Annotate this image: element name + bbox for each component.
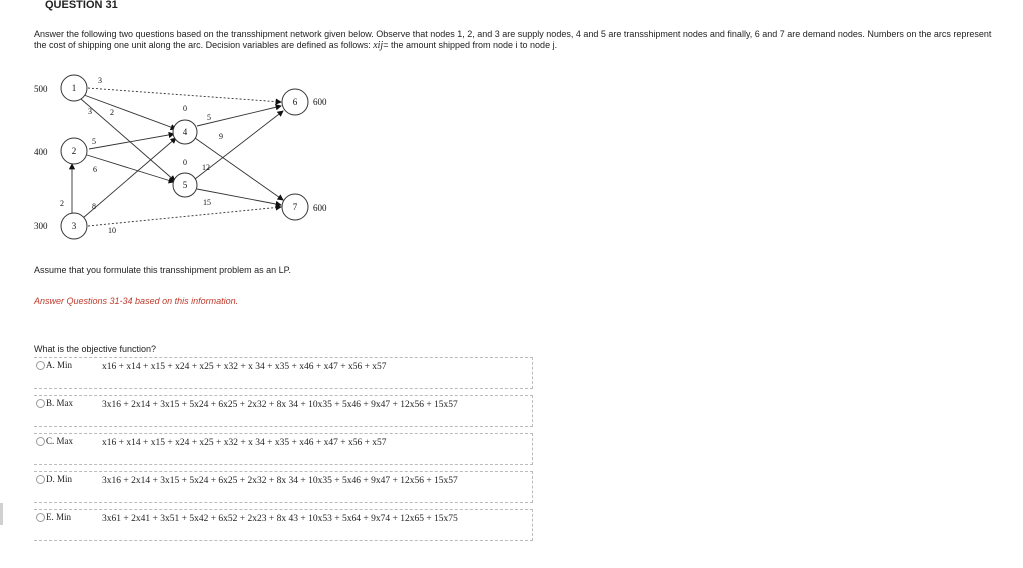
node-2-label: 2 <box>71 146 77 156</box>
cost-1-6: 3 <box>98 76 102 85</box>
question-title: QUESTION 31 <box>45 0 118 11</box>
option-d-label: D. Min <box>46 474 73 484</box>
decision-variable: xij <box>373 40 384 51</box>
option-d[interactable] <box>34 471 533 503</box>
option-e[interactable] <box>34 509 533 541</box>
option-e-radio[interactable] <box>36 513 45 522</box>
node-4-value: 0 <box>183 104 187 113</box>
cost-3-5: 10 <box>108 226 116 235</box>
option-c-expression: x16 + x14 + x15 + x24 + x25 + x32 + x 34 + x35 + x46 + x47 + x56 + x57 <box>102 438 387 448</box>
cost-1-4: 3 <box>88 107 92 116</box>
option-a-radio[interactable] <box>36 361 45 370</box>
option-c-radio[interactable] <box>36 437 45 446</box>
arc-1-6 <box>88 88 281 102</box>
intro-part1: Answer the following two questions based on the transshipment network given below. Observe that nodes 1, 2, and 3 are supply nodes, 4 and 5 are transshipment nodes and finally, 6 and 7 are demand nodes. Numbers on the arcs represent the cost of shipping one unit along the arc. Decision variables are defined as follows: <box>34 29 992 50</box>
option-d-expression: 3x16 + 2x14 + 3x15 + 5x24 + 6x25 + 2x32 + 8x 34 + 10x35 + 5x46 + 9x47 + 12x56 + 15x57 <box>102 476 458 486</box>
intro-text <box>34 29 994 51</box>
option-a-label: A. Min <box>46 360 73 370</box>
option-d-radio[interactable] <box>36 475 45 484</box>
option-b-expression: 3x16 + 2x14 + 3x15 + 5x24 + 6x25 + 2x32 + 8x 34 + 10x35 + 5x46 + 9x47 + 12x56 + 15x57 <box>102 400 458 410</box>
arc-1-4 <box>84 95 176 129</box>
intro-part2: = the amount shipped from node i to node j. <box>383 40 558 50</box>
option-a-expression: x16 + x14 + x15 + x24 + x25 + x32 + x 34 + x35 + x46 + x47 + x56 + x57 <box>102 362 387 372</box>
cost-3-2: 2 <box>60 199 64 208</box>
option-e-expression: 3x61 + 2x41 + 3x51 + 5x42 + 6x52 + 2x23 + 8x 43 + 10x53 + 5x64 + 9x74 + 12x65 + 15x75 <box>102 514 458 524</box>
node-5-label: 5 <box>182 180 188 190</box>
transshipment-network-diagram <box>30 68 360 248</box>
node-3-label: 3 <box>71 221 77 231</box>
cost-4-7: 9 <box>219 132 223 141</box>
option-e-label: E. Min <box>46 512 72 522</box>
demand-7: 600 <box>313 203 327 213</box>
supply-1: 500 <box>34 84 48 94</box>
cost-2-5: 6 <box>93 165 97 174</box>
supply-3: 300 <box>34 221 48 231</box>
option-c[interactable] <box>34 433 533 465</box>
arc-2-4 <box>89 134 174 149</box>
node-1-label: 1 <box>71 83 77 93</box>
cost-5-7: 15 <box>203 198 211 207</box>
option-a[interactable] <box>34 357 533 389</box>
node-7-label: 7 <box>292 202 298 212</box>
node-5-value: 0 <box>183 158 187 167</box>
demand-6: 600 <box>313 97 327 107</box>
cost-4-6: 5 <box>207 113 211 122</box>
cost-1-5: 2 <box>110 108 114 117</box>
node-4-label: 4 <box>182 127 188 137</box>
supply-2: 400 <box>34 147 48 157</box>
arc-3-7 <box>88 207 281 226</box>
option-b-radio[interactable] <box>36 399 45 408</box>
option-c-label: C. Max <box>46 436 74 446</box>
cost-3-4: 8 <box>92 202 96 211</box>
cost-5-6: 12 <box>202 163 210 172</box>
node-6-label: 6 <box>292 97 298 107</box>
option-b[interactable] <box>34 395 533 427</box>
left-edge-bar <box>0 503 3 525</box>
answer-note: Answer Questions 31-34 based on this information. <box>34 296 239 306</box>
option-b-label: B. Max <box>46 398 74 408</box>
cost-2-4: 5 <box>92 137 96 146</box>
question-text: What is the objective function? <box>34 344 157 354</box>
assume-text: Assume that you formulate this transshipment problem as an LP. <box>34 265 291 275</box>
